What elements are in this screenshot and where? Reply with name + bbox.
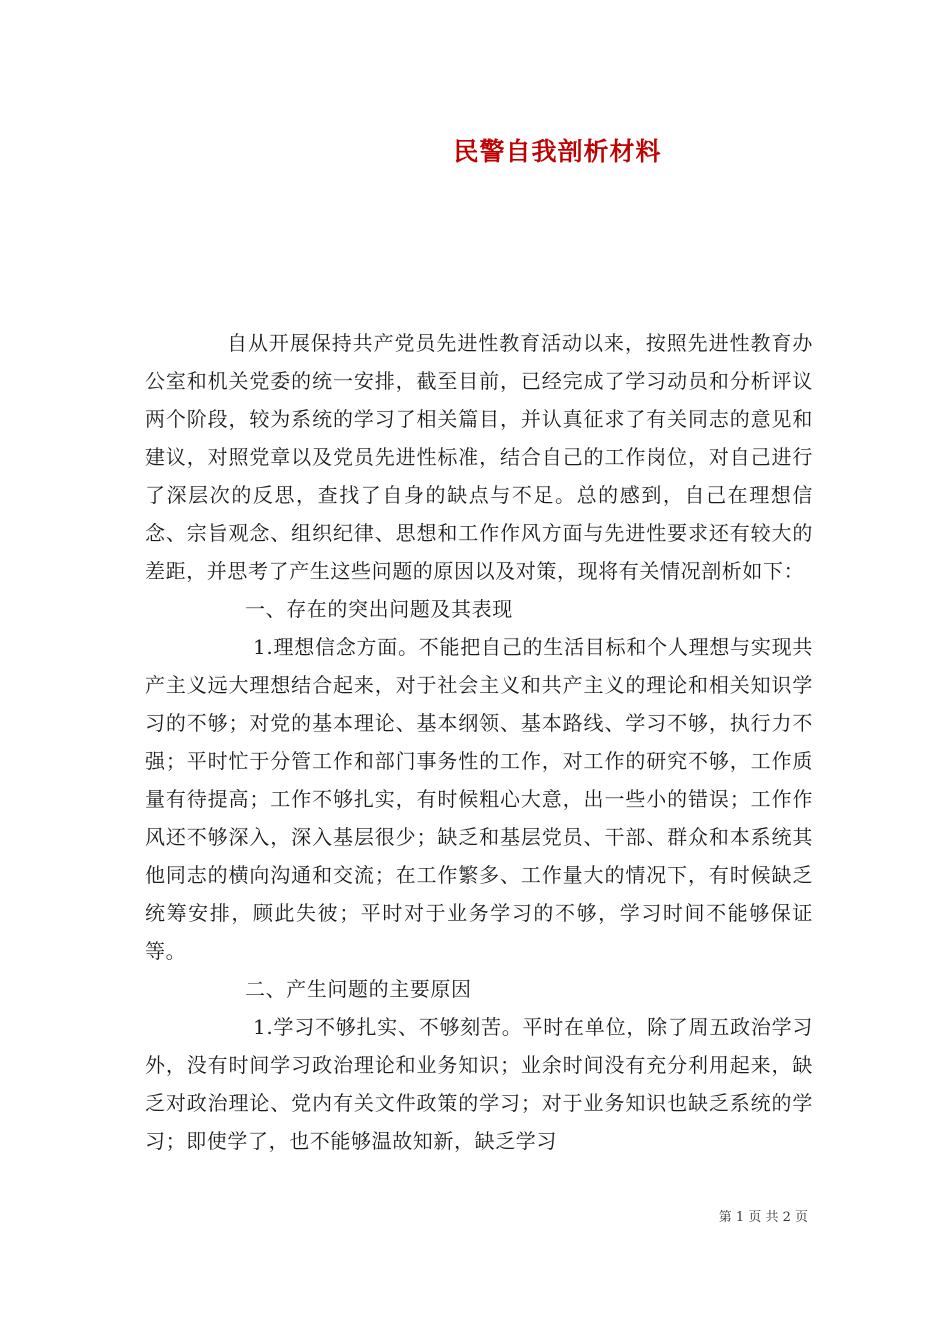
section-1-item-1: 1.理想信念方面。不能把自己的生活目标和个人理想与实现共产主义远大理想结合起来，对于社会主义和共产主义的理论和相关知识学习的不够；对党的基本理论、基本纲领、基本路线、学习不够，执行力不强；平时忙于分管工作和部门事务性的工作，对工作的研究不够，工作质量有待提高；工作不够扎实，有时候粗心大意，出一些小的错误；工作作风还不够深入，深入基层很少；缺乏和基层党员、干部、群众和本系统其他同志的横向沟通和交流；在工作繁多、工作量大的情况下，有时候缺乏统筹安排，顾此失彼；平时对于业务学习的不够，学习时间不能够保证等。 (145, 635, 813, 963)
section-heading-2: 二、产生问题的主要原因 (245, 977, 472, 1001)
section-2-item-1: 1.学习不够扎实、不够刻苦。平时在单位，除了周五政治学习外，没有时间学习政治理论和业务知识；业余时间没有充分利用起来，缺乏对政治理论、党内有关文件政策的学习；对于业务知识也缺乏系统的学习；即使学了，也不能够温故知新，缺乏学习 (145, 1015, 813, 1153)
page-footer: 第 1 页 共 2 页 (718, 1210, 808, 1225)
document-body (145, 324, 813, 1160)
intro-paragraph: 自从开展保持共产党员先进性教育活动以来，按照先进性教育办公室和机关党委的统一安排，截至目前，已经完成了学习动员和分析评议两个阶段，较为系统的学习了相关篇目，并认真征求了有关同志的意见和建议，对照党章以及党员先进性标准，结合自己的工作岗位，对自己进行了深层次的反思，查找了自身的缺点与不足。总的感到，自己在理想信念、宗旨观念、组织纪律、思想和工作作风方面与先进性要求还有较大的差距，并思考了产生这些问题的原因以及对策，现将有关情况剖析如下： (145, 331, 813, 583)
document-title: 民警自我剖析材料 (453, 137, 662, 166)
section-heading-1: 一、存在的突出问题及其表现 (245, 597, 513, 621)
